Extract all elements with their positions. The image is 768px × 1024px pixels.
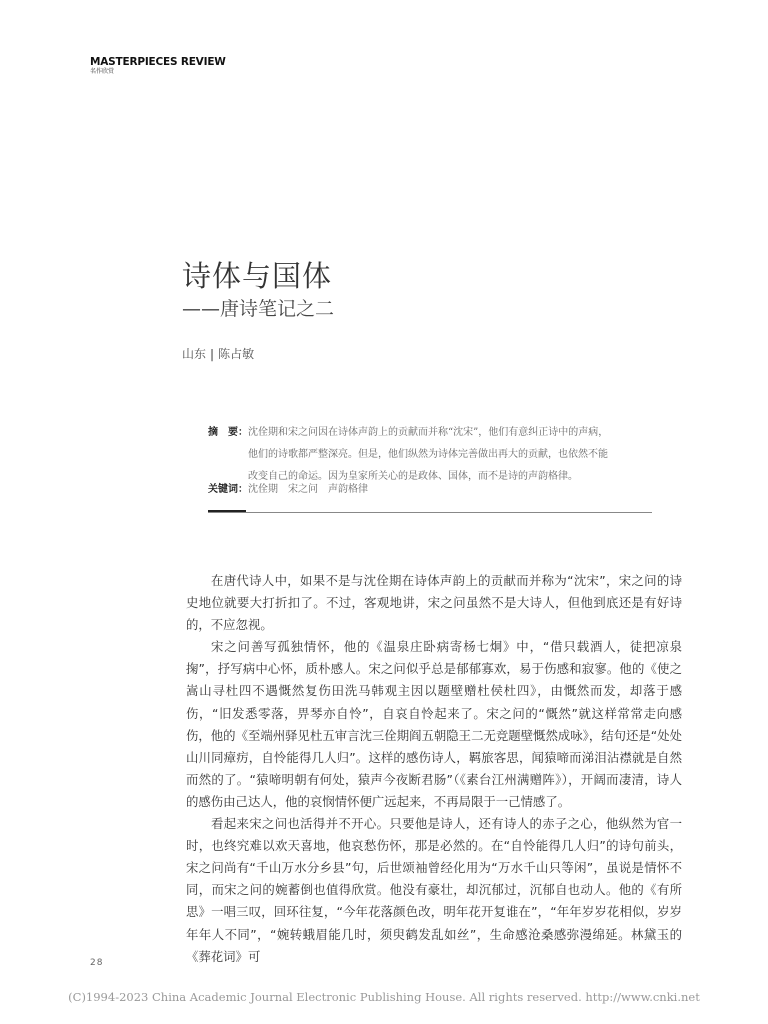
article-subtitle: ——唐诗笔记之二 xyxy=(182,298,335,320)
article-title: 诗体与国体 xyxy=(182,259,333,293)
abstract-divider-accent xyxy=(208,510,246,512)
masthead-title: MASTERPIECES REVIEW xyxy=(90,56,226,68)
abstract-text: 改变自己的命运。因为皇家所关心的是政体、国体，而不是诗的声韵格律。 xyxy=(248,471,578,482)
article-body xyxy=(186,570,682,968)
abstract xyxy=(208,422,658,488)
abstract-label: 摘 要： xyxy=(208,427,248,438)
abstract-text: 沈佺期和宋之问因在诗体声韵上的贡献而并称“沈宋”，他们有意纠正诗中的声病， xyxy=(248,427,609,438)
abstract-line xyxy=(208,444,658,466)
body-paragraph: 宋之问善写孤独情怀，他的《温泉庄卧病寄杨七炯》中，“借只载酒人，徒把凉泉掬”，抒写病中心怀，质朴感人。宋之问似乎总是郁郁寡欢，易于伤感和寂寥。他的《使之嵩山寻杜四不遇慨然复伤田洗马韩观主因以题壁赠杜侯杜四》，由慨然而发，却落于感伤，“旧发悉零落，畀琴亦自怜”，自哀自怜起来了。宋之问的“慨然”就这样常常走向感伤，他的《至端州驿见杜五审言沈三佺期阎五朝隐王二无竞题壁慨然成咏》，结句还是“处处山川同瘴疠，自怜能得几人归”。这样的感伤诗人，羁旅客思，闻猿啼而涕泪沾襟就是自然而然的了。“猿啼明朝有何处，猿声今夜断君肠”（《素台江州满赠阵》），开阔而凄清，诗人的感伤由己达人，他的哀悯情怀便广远起来，不再局限于一己情感了。 xyxy=(186,639,682,809)
masthead-subtitle: 名作欣赏 xyxy=(90,68,115,75)
author-region: 山东 xyxy=(182,347,207,361)
abstract-line xyxy=(208,422,658,444)
abstract-divider xyxy=(208,512,652,513)
body-paragraph: 在唐代诗人中，如果不是与沈佺期在诗体声韵上的贡献而并称为“沈宋”，宋之问的诗史地位就要大打折扣了。不过，客观地讲，宋之问虽然不是大诗人，但他到底还是有好诗的，不应忽视。 xyxy=(186,573,682,633)
keywords xyxy=(208,482,378,498)
keywords-label: 关键词： xyxy=(208,484,248,495)
author-line xyxy=(182,346,254,362)
page-number: 28 xyxy=(90,958,104,968)
keyword: 声韵格律 xyxy=(328,484,368,495)
masthead xyxy=(90,56,226,76)
keyword: 宋之问 xyxy=(288,484,318,495)
abstract-text: 他们的诗歌都严整深亮。但是，他们纵然为诗体完善做出再大的贡献，也依然不能 xyxy=(248,449,608,460)
copyright-footer: (C)1994-2023 China Academic Journal Electronic Publishing House. All rights reserved. http://www.cnki.net xyxy=(68,990,700,1004)
author-separator: | xyxy=(210,347,215,361)
keyword: 沈佺期 xyxy=(248,484,278,495)
body-paragraph: 看起来宋之问也活得并不开心。只要他是诗人，还有诗人的赤子之心，他纵然为官一时，也终究难以欢天喜地，他哀愁伤怀，那是必然的。在“自怜能得几人归”的诗句前头，宋之问尚有“千山万水分乡县”句，后世颂袖曾经化用为“万水千山只等闲”，虽说是情怀不同，而宋之问的婉蓄倒也值得欣赏。他没有豪壮，却沉郁过，沉郁自也动人。他的《有所思》一唱三叹，回环往复，“今年花落颜色改，明年花开复谁在”，“年年岁岁花相似，岁岁年年人不同”，“婉转蛾眉能几时，须臾鹤发乱如丝”，生命感沧桑感弥漫绵延。林黛玉的《葬花词》可 xyxy=(186,816,682,964)
author-name: 陈占敏 xyxy=(218,347,255,361)
